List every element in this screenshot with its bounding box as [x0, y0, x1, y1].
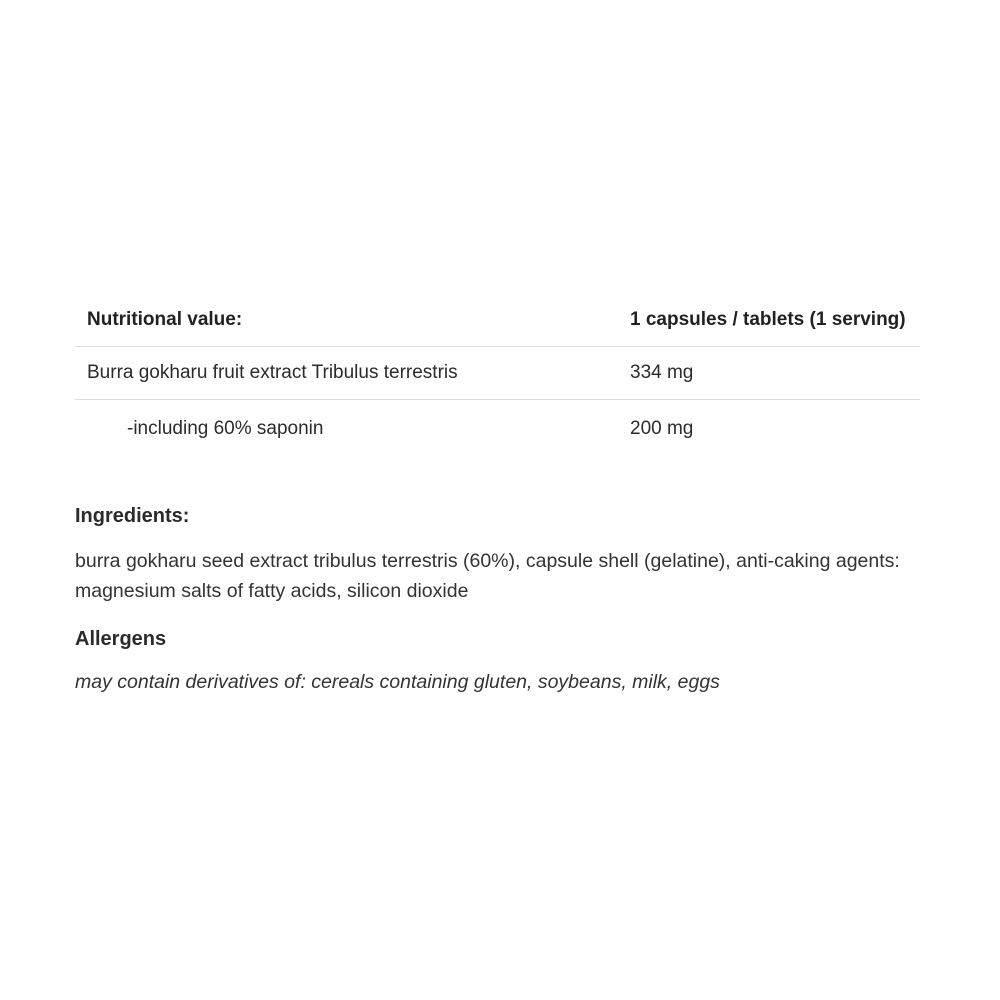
- nutrition-table: [75, 294, 920, 458]
- row-amount: 334 mg: [618, 347, 920, 400]
- table-header-row: [75, 294, 920, 347]
- row-amount: 200 mg: [630, 418, 694, 439]
- row-name: -including 60% saponin: [127, 418, 324, 439]
- ingredients-text: burra gokharu seed extract tribulus terrestris (60%), capsule shell (gelatine), anti-caking agents: magnesium salts of fatty acids, silicon dioxide: [75, 550, 900, 602]
- row-name: Burra gokharu fruit extract Tribulus terrestris: [75, 347, 618, 400]
- table-row: [75, 400, 920, 459]
- header-serving: 1 capsules / tablets (1 serving): [618, 294, 920, 347]
- product-info: [75, 294, 920, 697]
- header-nutritional-value: Nutritional value:: [75, 294, 618, 347]
- ingredients-heading: Ingredients:: [75, 505, 190, 527]
- allergens-text: may contain derivatives of: cereals containing gluten, soybeans, milk, eggs: [75, 671, 720, 693]
- allergens-heading: Allergens: [75, 628, 167, 650]
- table-row: [75, 347, 920, 400]
